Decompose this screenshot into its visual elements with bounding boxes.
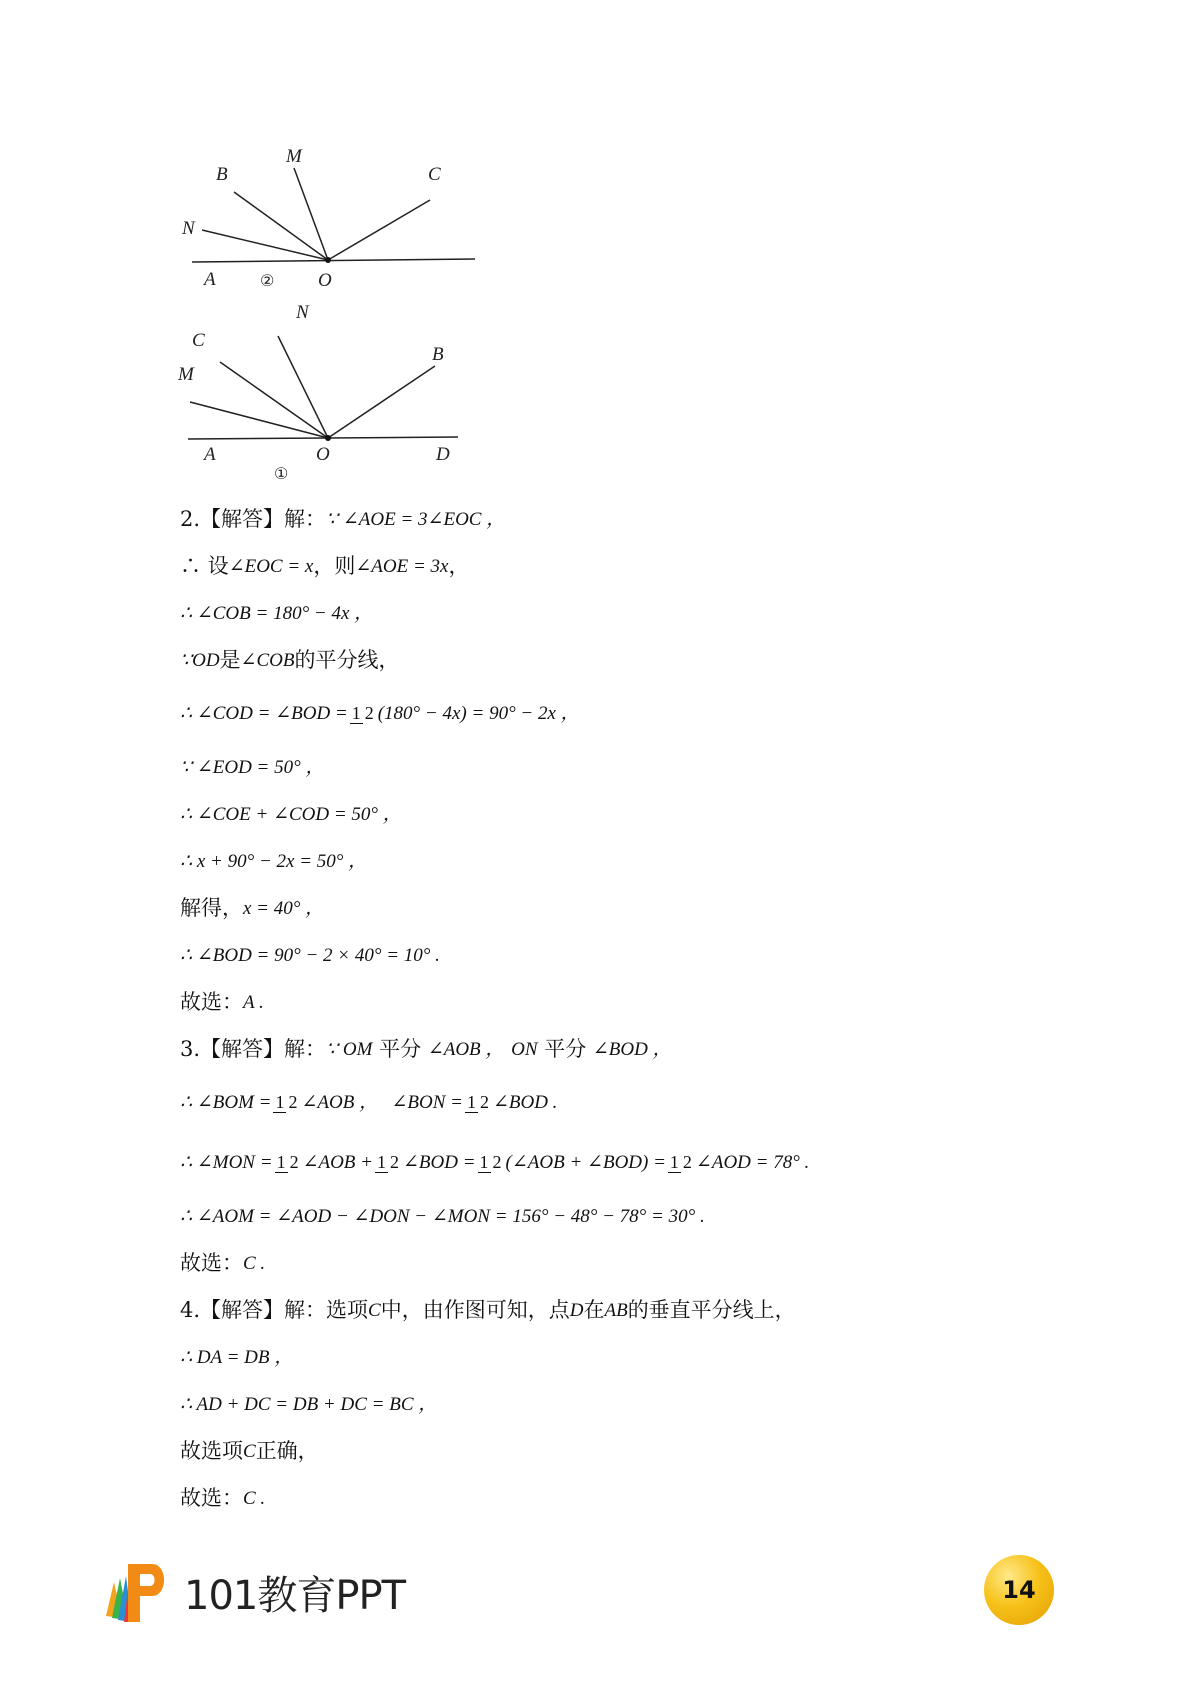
label-c: C xyxy=(428,164,441,185)
q2-line-4: ∵ OD 是 ∠COB 的平分线， xyxy=(180,648,400,672)
point-o xyxy=(325,257,331,263)
q2-line-2: ∴ 设 ∠EOC = x ，则 ∠AOE = 3x ， xyxy=(180,554,470,578)
label-n: N xyxy=(182,218,195,239)
page-number: 14 xyxy=(984,1555,1054,1625)
q2-line-9: 解得， x = 40° ， xyxy=(180,896,325,920)
line-ao-extended xyxy=(192,259,475,262)
brand-name: 101教育PPT xyxy=(184,1572,406,1619)
ray-om xyxy=(294,168,328,260)
q2-line-5: ∴ ∠COD = ∠BOD = 1 2 (180° − 4x) = 90° − 2x ， xyxy=(180,703,580,724)
ray-ob xyxy=(234,192,328,260)
ray-ob xyxy=(328,366,435,438)
q2-line-7: ∴ ∠COE + ∠COD = 50° ， xyxy=(180,804,402,825)
q3-line-1: 3.【解答】解： ∵ OM 平分 ∠AOB ， ON 平分 ∠BOD ， xyxy=(180,1026,1080,1073)
q3-line-3: ∴ ∠MON = 1 2 ∠AOB + 1 2 ∠BOD = 1 2 (∠AOB + ∠BOD) = 1 2 ∠AOD = 78° . xyxy=(180,1152,810,1173)
label-o: O xyxy=(316,444,330,465)
q4-line-3: ∴ AD + DC = DB + DC = BC ， xyxy=(180,1394,438,1415)
label-b: B xyxy=(432,344,444,365)
brand-logo xyxy=(100,1556,405,1628)
q2-line-10: ∴ ∠BOD = 90° − 2 × 40° = 10° . xyxy=(180,945,440,966)
label-a: A xyxy=(204,269,216,290)
solution-text xyxy=(180,496,1080,1522)
label-m: M xyxy=(178,364,194,385)
q3-heading: 3.【解答】解： xyxy=(180,1037,327,1061)
q3-line-2: ∴ ∠BOM = 1 2 ∠AOB ， ∠BON = 1 2 ∠BOD . xyxy=(180,1092,558,1113)
label-c: C xyxy=(192,330,205,351)
q2-line-1: 2.【解答】解： ∵ ∠AOE = 3∠EOC ， xyxy=(180,496,1080,543)
q2-line-3: ∴ ∠COB = 180° − 4x ， xyxy=(180,603,374,624)
q2-line-6: ∵ ∠EOD = 50° ， xyxy=(180,757,325,778)
ray-on xyxy=(202,230,328,260)
figure-2-caption: ② xyxy=(260,273,275,290)
label-m: M xyxy=(286,146,302,167)
ray-om xyxy=(190,402,328,438)
figure-1 xyxy=(160,300,480,485)
q4-line-2: ∴ DA = DB ， xyxy=(180,1347,294,1368)
ray-on xyxy=(278,336,328,438)
figure-1-caption: ① xyxy=(274,466,289,483)
ray-oc xyxy=(328,200,430,260)
q2-answer: 故选： A . xyxy=(180,990,264,1014)
q2-line-8: ∴ x + 90° − 2x = 50° ， xyxy=(180,851,368,872)
point-o xyxy=(325,435,331,441)
q4-line-1: 4.【解答】解：选项 C 中，由作图可知，点 D 在 AB 的垂直平分线上， xyxy=(180,1287,1080,1334)
label-a: A xyxy=(204,444,216,465)
q3-answer: 故选： C . xyxy=(180,1251,266,1275)
label-b: B xyxy=(216,164,228,185)
q4-heading: 4.【解答】解：选项 xyxy=(180,1298,369,1322)
q4-answer: 故选： C . xyxy=(180,1486,266,1510)
q4-line-4: 故选项 C 正确， xyxy=(180,1439,319,1463)
label-n: N xyxy=(296,302,309,323)
label-o: O xyxy=(318,270,332,291)
figure-2 xyxy=(160,140,480,300)
label-d: D xyxy=(436,444,450,465)
q3-line-4: ∴ ∠AOM = ∠AOD − ∠DON − ∠MON = 156° − 48° − 78° = 30° . xyxy=(180,1206,705,1227)
ray-oc xyxy=(220,362,328,438)
q2-heading: 2.【解答】解： xyxy=(180,507,327,531)
fraction-one-half: 1 2 xyxy=(351,703,374,723)
logo-p-icon xyxy=(100,1556,172,1628)
